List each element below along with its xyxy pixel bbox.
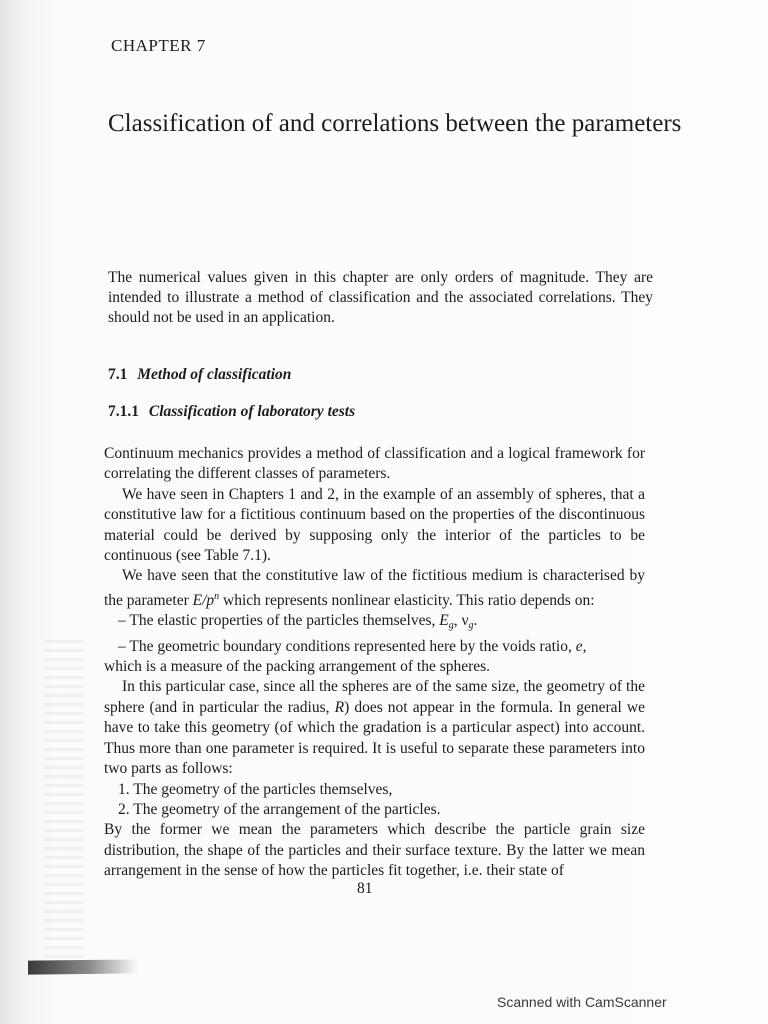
subsection-number: 7.1.1 xyxy=(108,403,139,420)
subsection-title: Classification of laboratory tests xyxy=(148,403,356,420)
exponent-n: n xyxy=(214,590,220,602)
paragraph xyxy=(104,566,645,611)
subscript-g: g xyxy=(448,620,454,632)
symbol-e: e xyxy=(575,637,583,655)
symbol-e: E xyxy=(439,612,449,630)
intro-note: The numerical values given in this chapter are only orders of magnitude. They are intended to illustrate a method of classification and the associated correlations. They should not be used in an application. xyxy=(108,269,653,326)
page-edge-shadow xyxy=(28,959,138,974)
chapter-title: Classification of and correlations between the parameters xyxy=(108,110,682,137)
text-run: ) does not appear in the formula. In general we have to take this geometry (of which the gradation is a particular aspect) into account. Thus more than one parameter is required. It is useful to separate these parameters into two parts as follows: xyxy=(104,698,645,778)
symbol-e: E xyxy=(192,591,203,609)
subscript-g: g xyxy=(468,620,474,632)
list-item xyxy=(104,611,645,636)
list-item xyxy=(104,637,645,657)
text-run: which represents nonlinear elasticity. This ratio depends on: xyxy=(219,591,595,609)
symbol-slash: / xyxy=(202,591,207,609)
text-run: , xyxy=(582,637,587,655)
text-run: , ν xyxy=(453,612,469,630)
chapter-label: CHAPTER 7 xyxy=(111,36,206,55)
page-number: 81 xyxy=(357,880,373,897)
scanner-watermark: Scanned with CamScanner xyxy=(497,994,667,1010)
text-run: . xyxy=(473,612,478,630)
text-run: In this particular case, since all the spheres are of the same size, the geometry of the sphere (and in particular the radius, xyxy=(104,678,645,716)
paragraph: We have seen in Chapters 1 and 2, in the example of an assembly of spheres, that a constitutive law for a fictitious continuum based on the properties of the discontinuous material could be derived by supposing only the interior of the particles to be continuous (see Table 7.1). xyxy=(104,485,645,565)
symbol-p: p xyxy=(206,591,215,609)
section-heading xyxy=(108,366,291,384)
body-text xyxy=(104,444,645,882)
paragraph: By the former we mean the parameters which describe the particle grain size distribution, the shape of the particles and their surface texture. By the latter we mean arrangement in the sense of how the particles fit together, i.e. their state of xyxy=(104,821,645,880)
paragraph: which is a measure of the packing arrangement of the spheres. xyxy=(104,658,491,676)
list-item: 2. The geometry of the arrangement of the particles. xyxy=(118,800,441,818)
scan-speckle xyxy=(44,640,84,960)
list-item: 1. The geometry of the particles themselves, xyxy=(118,780,393,798)
text-run: – The geometric boundary conditions represented here by the voids ratio, xyxy=(118,637,576,655)
text-run: We have seen that the constitutive law of the fictitious medium is characterised by the parameter xyxy=(104,567,645,609)
paragraph xyxy=(104,677,645,779)
section-title: Method of classification xyxy=(137,366,292,383)
text-run: – The elastic properties of the particles themselves, xyxy=(118,612,440,630)
section-number: 7.1 xyxy=(108,366,128,383)
symbol-r: R xyxy=(334,698,345,716)
paragraph: Continuum mechanics provides a method of classification and a logical framework for correlating the different classes of parameters. xyxy=(104,445,645,483)
subsection-heading xyxy=(108,403,355,421)
